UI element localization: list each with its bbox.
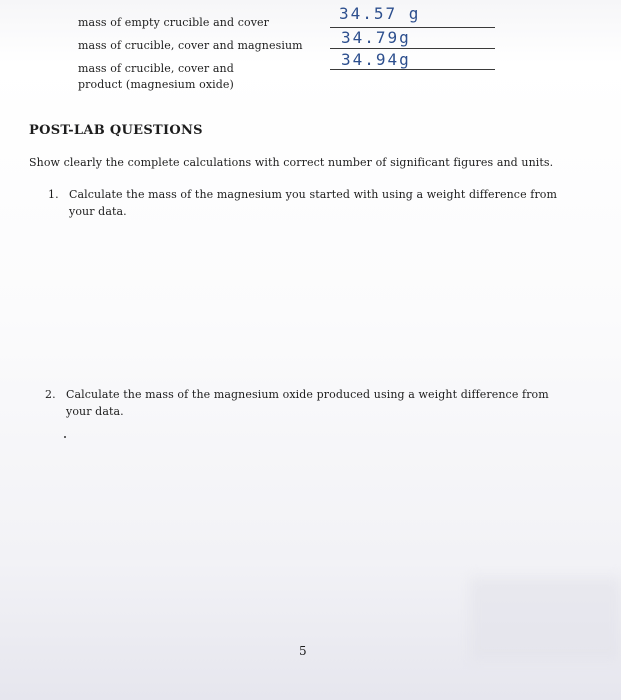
question-2-number: 2. [45,388,56,401]
question-2-text-line2: your data. [66,405,124,418]
photo-glare [470,578,621,660]
row-empty-crucible-label: mass of empty crucible and cover [78,16,269,29]
post-lab-heading: POST-LAB QUESTIONS [29,123,203,138]
question-1-text-line2: your data. [69,205,127,218]
page-number: 5 [299,644,307,658]
answer-line-2 [330,48,495,49]
row-empty-crucible-value: 34.57 g [339,4,421,23]
row-magnesium-label: mass of crucible, cover and magnesium [78,39,303,52]
question-1-number: 1. [48,188,59,201]
stray-mark [64,436,66,438]
answer-line-3 [330,69,495,70]
row-product-label-line1: mass of crucible, cover and [78,62,234,75]
question-2-text-line1: Calculate the mass of the magnesium oxide produced using a weight difference from [66,388,549,401]
row-magnesium-value: 34.79g [341,28,411,47]
question-1-text-line1: Calculate the mass of the magnesium you started with using a weight difference from [69,188,558,201]
row-product-label-line2: product (magnesium oxide) [78,78,234,91]
post-lab-instruction: Show clearly the complete calculations with correct number of significant figures and units. [29,156,554,169]
row-product-value: 34.94g [341,50,411,69]
